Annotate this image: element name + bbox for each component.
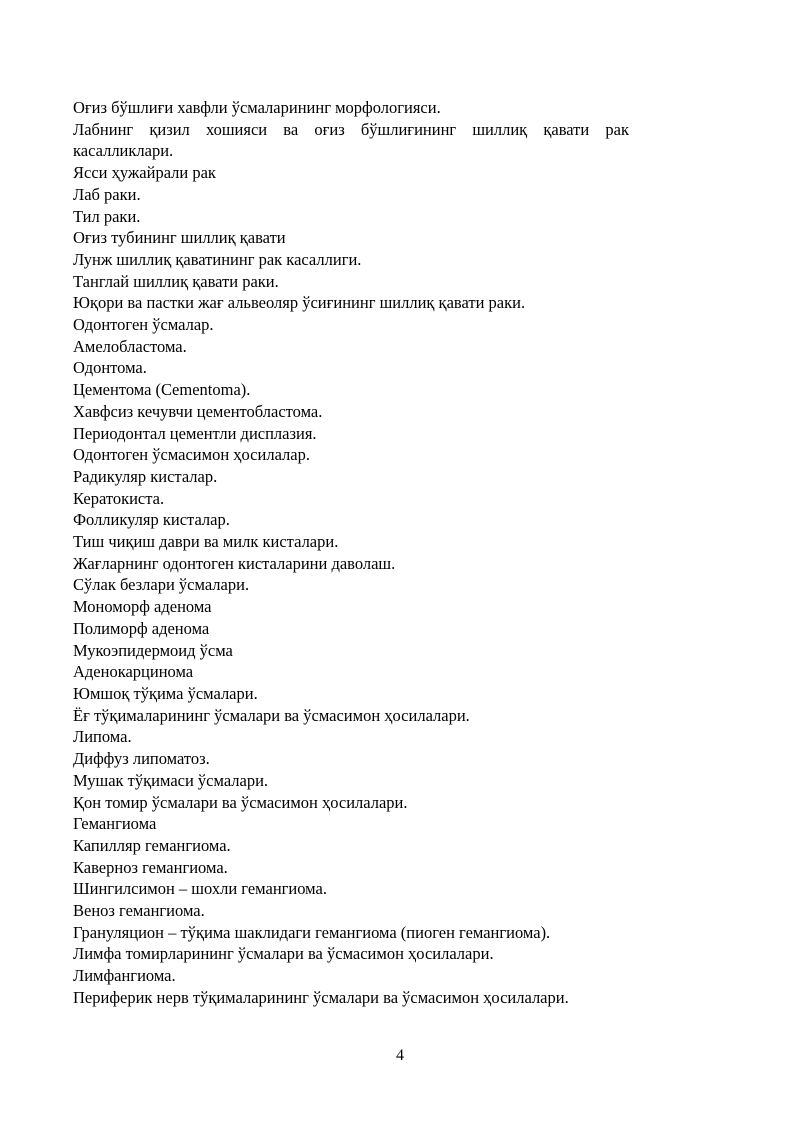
text-line: Веноз гемангиома. bbox=[73, 901, 205, 921]
text-line: Липома. bbox=[73, 727, 132, 747]
text-line: Радикуляр кисталар. bbox=[73, 466, 218, 486]
text-line: Оғиз тубининг шиллиқ қавати bbox=[73, 228, 286, 248]
text-line: Лабнинг қизил хошияси ва оғиз бўшлиғининг шиллиқ қавати рак касалликлари. bbox=[73, 119, 629, 161]
text-line: Мушак тўқимаси ўсмалари. bbox=[73, 770, 269, 790]
text-line: Қон томир ўсмалари ва ўсмасимон ҳосилалари. bbox=[73, 792, 408, 812]
text-line: Аденокарцинома bbox=[73, 662, 194, 682]
text-line: Жағларнинг одонтоген кисталарини даволаш. bbox=[73, 553, 396, 573]
text-line: Полиморф аденома bbox=[73, 618, 210, 638]
text-line: Одонтоген ўсмалар. bbox=[73, 315, 214, 335]
text-line: Грануляцион – тўқима шаклидаги гемангиома (пиоген гемангиома). bbox=[73, 922, 551, 942]
text-line: Фолликуляр кисталар. bbox=[73, 510, 230, 530]
text-line: Кератокиста. bbox=[73, 488, 165, 508]
text-line: Юмшоқ тўқима ўсмалари. bbox=[73, 683, 258, 703]
text-line: Периферик нерв тўқималарининг ўсмалари ва ўсмасимон ҳосилалари. bbox=[73, 987, 569, 1007]
text-line: Оғиз бўшлиғи хавфли ўсмаларининг морфологияси. bbox=[73, 98, 441, 117]
text-line: Лаб раки. bbox=[73, 184, 141, 204]
text-line: Одонтома. bbox=[73, 358, 147, 378]
text-line: Лимфа томирларининг ўсмалари ва ўсмасимон ҳосилалари. bbox=[73, 944, 494, 964]
text-line: Шингилсимон – шохли гемангиома. bbox=[73, 879, 327, 899]
text-line: Мукоэпидермоид ўсма bbox=[73, 640, 233, 660]
text-line: Сўлак безлари ўсмалари. bbox=[73, 575, 250, 595]
text-line: Хавфсиз кечувчи цементобластома. bbox=[73, 401, 323, 421]
text-line: Тил раки. bbox=[73, 206, 141, 226]
text-line: Одонтоген ўсмасимон ҳосилалар. bbox=[73, 445, 310, 465]
text-line: Амелобластома. bbox=[73, 336, 187, 356]
text-line: Каверноз гемангиома. bbox=[73, 857, 228, 877]
text-line: Юқори ва пастки жағ альвеоляр ўсиғининг шиллиқ қавати раки. bbox=[73, 293, 526, 313]
text-line: Гемангиома bbox=[73, 814, 157, 834]
text-line: Цементома (Cementoma). bbox=[73, 380, 251, 400]
text-line: Лунж шиллиқ қаватининг рак касаллиги. bbox=[73, 249, 362, 269]
text-line: Лимфангиома. bbox=[73, 966, 176, 986]
topic-list bbox=[73, 97, 629, 1009]
text-line: Капилляр гемангиома. bbox=[73, 835, 231, 855]
text-line: Танглай шиллиқ қавати раки. bbox=[73, 271, 279, 291]
text-line: Мономорф аденома bbox=[73, 597, 212, 617]
text-line: Периодонтал цементли дисплазия. bbox=[73, 423, 317, 443]
text-line: Тиш чиқиш даври ва милк кисталари. bbox=[73, 532, 339, 552]
page-number: 4 bbox=[396, 1047, 404, 1064]
text-line: Ёғ тўқималарининг ўсмалари ва ўсмасимон ҳосилалари. bbox=[73, 705, 470, 725]
text-line: Диффуз липоматоз. bbox=[73, 749, 210, 769]
text-line: Ясси ҳужайрали рак bbox=[73, 163, 216, 183]
